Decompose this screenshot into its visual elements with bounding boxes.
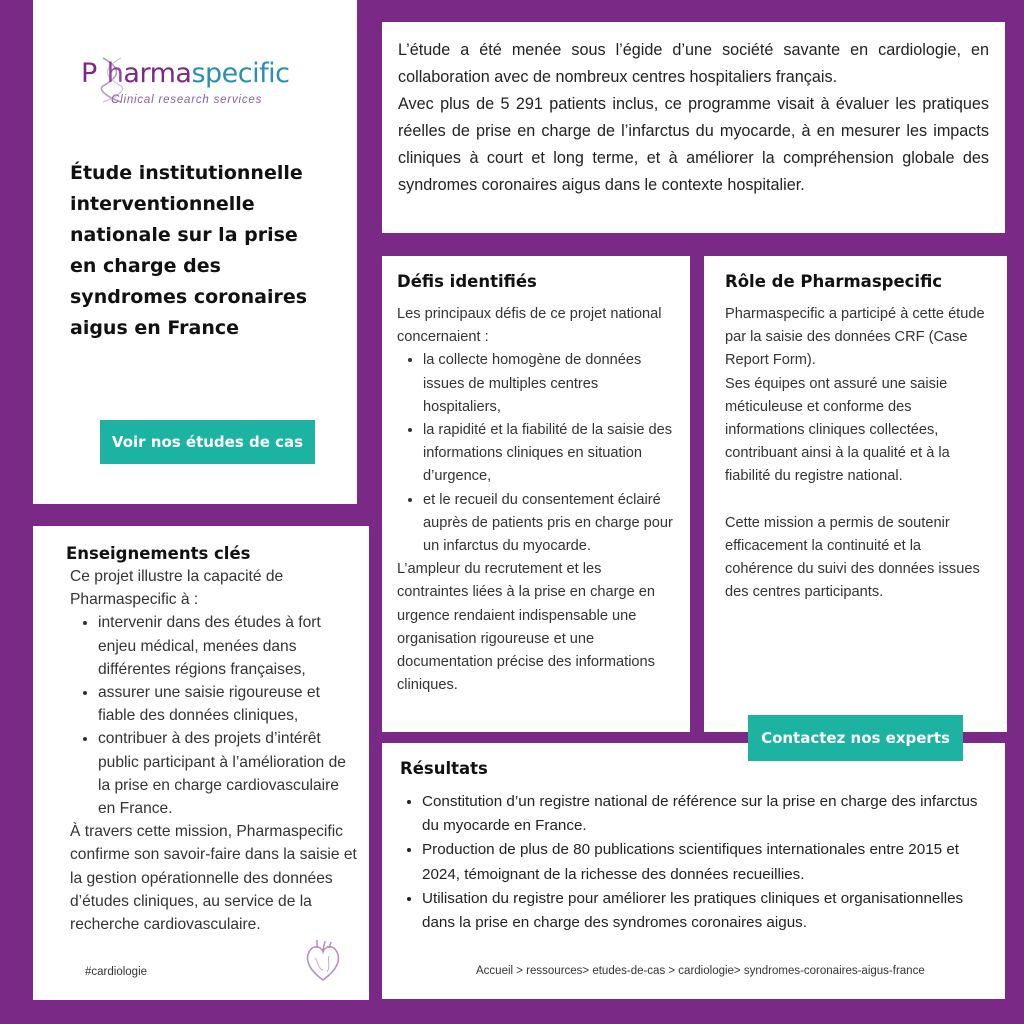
results-card (382, 743, 1005, 999)
lessons-card (33, 526, 369, 1000)
list-item: • intervenir dans des études à fort enjeu médical, menées dans différentes régions françaises, (98, 611, 357, 681)
list-item: • assurer une saisie rigoureuse et fiable des données cliniques, (98, 681, 357, 727)
challenges-list (397, 349, 676, 558)
role-paragraph-2: Ses équipes ont assuré une saisie méticuleuse et conforme des informations cliniques collectées, contribuant ainsi à la qualité et à la fiabilité du registre national. (725, 375, 950, 485)
results-heading: Résultats (400, 759, 488, 778)
heart-icon (303, 938, 343, 984)
logo-wordmark: P harmaspecific (81, 58, 290, 89)
role-paragraph-3: Cette mission a permis de soutenir efficacement la continuité et la cohérence du suivi des données issues des centres participants. (725, 514, 980, 601)
list-item: • contribuer à des projets d’intérêt public participant à l’amélioration de la prise en charge cardiovasculaire en France. (98, 727, 357, 820)
hero-card (33, 0, 357, 504)
lessons-closing: À travers cette mission, Pharmaspecific confirme son savoir-faire dans la saisie et la gestion opérationnelle des données d’études cliniques, au service de la recherche cardiovasculaire. (70, 823, 357, 934)
challenges-card (382, 256, 690, 732)
role-card (704, 256, 1007, 732)
intro-card (382, 22, 1005, 233)
challenges-lead: Les principaux défis de ce projet national concernaient : (397, 306, 662, 346)
lessons-lead: Ce projet illustre la capacité de Pharmaspecific à : (70, 568, 284, 609)
logo-subtitle: Clinical research services (111, 94, 263, 106)
page-title: Étude institutionnelle interventionnelle nationale sur la prise en charge des syndromes coronaires aigus en France (70, 162, 308, 339)
role-paragraph-1: Pharmaspecific a participé à cette étude par la saisie des données CRF (Case Report Form). (725, 306, 985, 369)
lessons-list (70, 611, 357, 820)
challenges-closing: L’ampleur du recrutement et les contraintes liées à la prise en charge en urgence rendaient indispensable une organisation rigoureuse et une documentation précise des informations cliniques. (397, 561, 655, 694)
lessons-heading: Enseignements clés (66, 544, 251, 563)
list-item: • la rapidité et la fiabilité de la saisie des informations cliniques en situation d’urgence, (423, 419, 676, 489)
challenges-heading: Défis identifiés (397, 272, 537, 291)
intro-paragraph-2: Avec plus de 5 291 patients inclus, ce programme visait à évaluer les pratiques réelles de prise en charge de l’infarctus du myocarde, à en mesurer les impacts cliniques à court et long terme, et à améliorer la compréhension globale des syndromes coronaires aigus dans le contexte hospitalier. (398, 95, 989, 194)
view-case-studies-button[interactable]: Voir nos études de cas (100, 420, 315, 464)
list-item: • Production de plus de 80 publications scientifiques internationales entre 2015 et 2024, témoignant de la richesse des données recueillies. (422, 838, 987, 886)
results-list (400, 790, 987, 935)
list-item: • Constitution d’un registre national de référence sur la prise en charge des infarctus du myocarde en France. (422, 790, 987, 838)
list-item: • la collecte homogène de données issues de multiples centres hospitaliers, (423, 349, 676, 419)
list-item: • et le recueil du consentement éclairé auprès de patients pris en charge pour un infarctus du myocarde. (423, 489, 676, 559)
hashtag[interactable]: #cardiologie (85, 966, 148, 978)
list-item: • Utilisation du registre pour améliorer les pratiques cliniques et organisationnelles dans la prise en charge des syndromes coronaires aigus. (422, 887, 987, 935)
logo[interactable] (81, 58, 321, 118)
intro-paragraph-1: L’étude a été menée sous l’égide d’une société savante en cardiologie, en collaboration avec de nombreux centres hospitaliers français. (398, 41, 989, 86)
contact-experts-button[interactable]: Contactez nos experts (748, 715, 963, 761)
breadcrumb[interactable]: Accueil > ressources> etudes-de-cas > cardiologie> syndromes-coronaires-aigus-france (476, 965, 925, 977)
role-heading: Rôle de Pharmaspecific (725, 272, 943, 291)
